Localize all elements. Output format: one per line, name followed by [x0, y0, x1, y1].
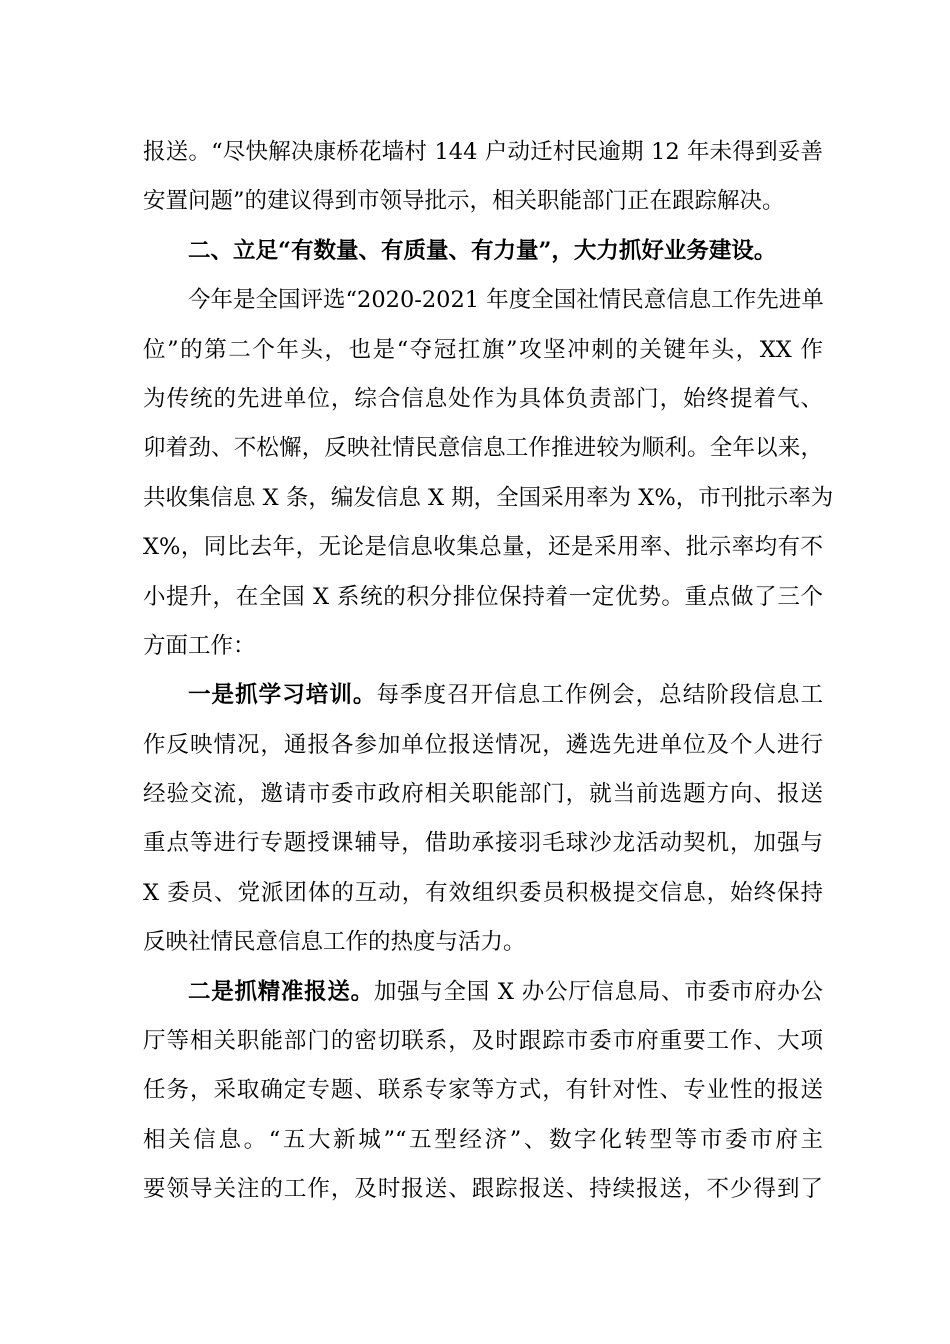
- paragraph-line: 厅等相关职能部门的密切联系，及时跟踪市委市府重要工作、大项: [143, 1028, 823, 1055]
- paragraph-line: 反映社情民意信息工作的热度与活力。: [143, 929, 526, 956]
- paragraph-line: 方面工作：: [143, 632, 256, 659]
- paragraph-5: [143, 968, 823, 1215]
- paragraph-line: 位”的第二个年头，也是“夺冠扛旗”攻坚冲刺的关键年头，XX 作: [143, 336, 823, 363]
- paragraph-line: 重点等进行专题授课辅导，借助承接羽毛球沙龙活动契机，加强与: [143, 830, 823, 857]
- paragraph-line-text: 加强与全国 X 办公厅信息局、市委市府办公: [373, 978, 823, 1005]
- paragraph-line-text: 每季度召开信息工作例会，总结阶段信息工: [376, 682, 823, 709]
- section-heading: [143, 227, 823, 276]
- paragraph-3: [143, 276, 834, 671]
- paragraph-line: 小提升，在全国 X 系统的积分排位保持着一定优势。重点做了三个: [143, 583, 823, 610]
- paragraph-line: 相关信息。“五大新城”“五型经济”、数字化转型等市委市府主: [143, 1126, 823, 1153]
- paragraph-line: 经验交流，邀请市委市政府相关职能部门，就当前选题方向、报送: [143, 781, 823, 808]
- paragraph-line: 为传统的先进单位，综合信息处作为具体负责部门，始终提着气、: [143, 385, 823, 412]
- paragraph-line: [143, 968, 823, 1017]
- section-heading-text: 二、立足“有数量、有质量、有力量”，大力抓好业务建设。: [188, 237, 777, 264]
- paragraph-lead: 二是抓精准报送。: [188, 978, 374, 1005]
- paragraph-line: X%，同比去年，无论是信息收集总量，还是采用率、批示率均有不: [143, 534, 823, 561]
- paragraph-line: [143, 671, 823, 720]
- paragraph-lead: 一是抓学习培训。: [188, 682, 377, 709]
- paragraph-line: X 委员、党派团体的互动，有效组织委员积极提交信息，始终保持: [143, 879, 823, 906]
- paragraph-line: 卯着劲、不松懈，反映社情民意信息工作推进较为顺利。全年以来，: [143, 435, 823, 462]
- paragraph-4: [143, 671, 823, 967]
- paragraph-line: 共收集信息 X 条，编发信息 X 期，全国采用率为 X%，市刊批示率为: [143, 484, 834, 511]
- paragraph-1: [143, 128, 823, 227]
- paragraph-line: 报送。“尽快解决康桥花墙村 144 户动迁村民逾期 12 年未得到妥善: [143, 139, 823, 165]
- paragraph-line: 要领导关注的工作，及时报送、跟踪报送、持续报送，不少得到了: [143, 1176, 823, 1203]
- paragraph-line: 今年是全国评选“2020-2021 年度全国社情民意信息工作先进单: [188, 287, 824, 314]
- document-body: [143, 128, 834, 1215]
- paragraph-line: 任务，采取确定专题、联系专家等方式，有针对性、专业性的报送: [143, 1077, 823, 1104]
- paragraph-line: 安置问题”的建议得到市领导批示，相关职能部门正在跟踪解决。: [143, 188, 785, 215]
- paragraph-line: 作反映情况，通报各参加单位报送情况，遴选先进单位及个人进行: [143, 731, 823, 758]
